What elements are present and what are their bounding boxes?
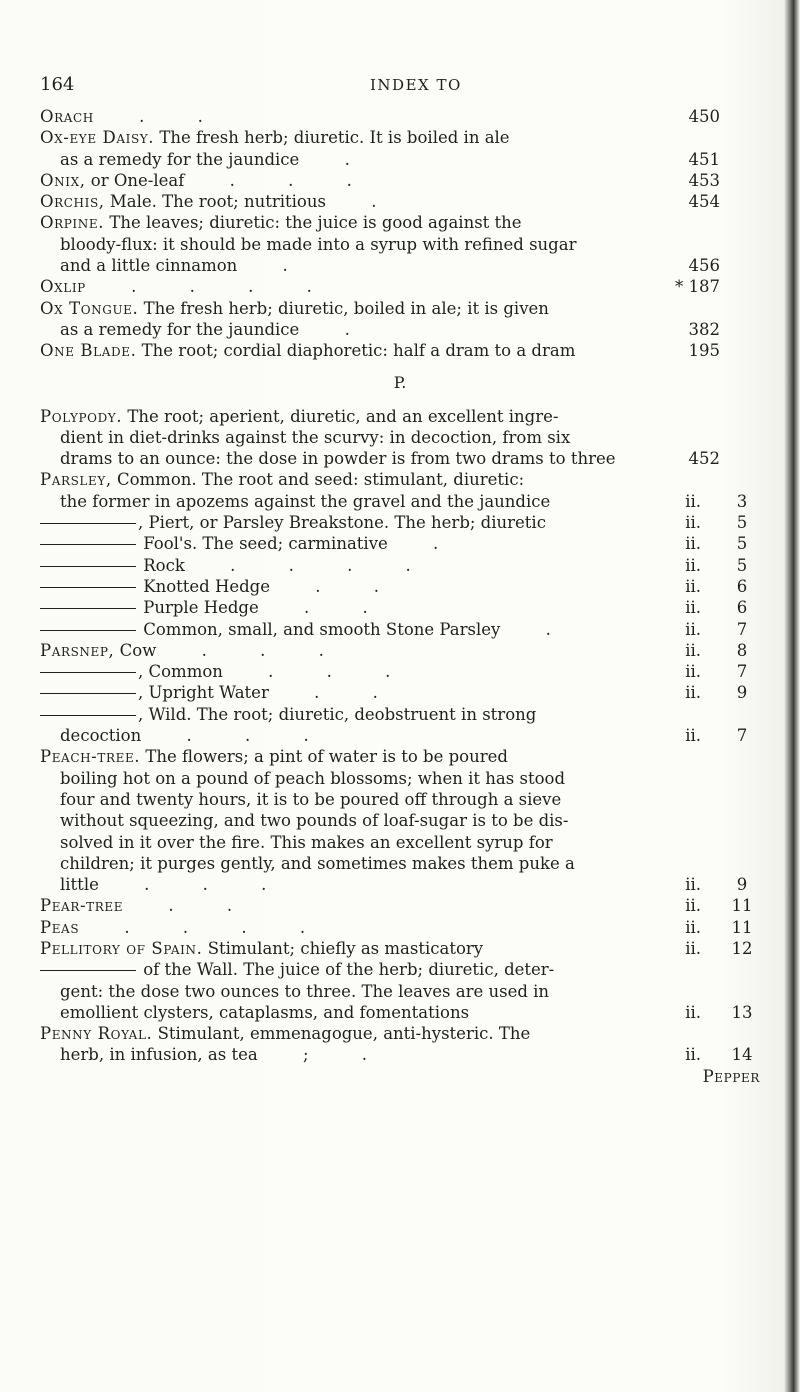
entry-text (60, 149, 374, 170)
entry-headword: Ox-eye Daisy. (40, 128, 155, 148)
index-line (40, 853, 760, 874)
entry-text (40, 533, 462, 554)
entry-text (40, 895, 256, 916)
index-line (40, 704, 760, 725)
leader-dots: . . . . (95, 917, 330, 937)
entry-headword: Peach-tree. (40, 747, 141, 767)
leader-dots: . . . (172, 640, 348, 660)
entry-continuation: children; it purges gently, and sometimes makes them puke a (60, 853, 575, 873)
ditto-rule (40, 566, 136, 567)
entry-text (40, 704, 536, 725)
entry-text (40, 746, 508, 767)
volume-reference: ii. (685, 726, 701, 746)
leader-dots: . . . (238, 662, 415, 682)
entry-text (40, 212, 522, 233)
entry-headword: Ox Tongue. (40, 298, 139, 318)
entry-description: The root; aperient, diuretic, and an excellent ingre- (122, 406, 559, 426)
index-line (40, 406, 760, 427)
entry-continuation: emollient clysters, cataplasms, and fomentations (60, 1002, 470, 1022)
entry-text (60, 853, 575, 874)
volume-reference: ii. (685, 513, 701, 533)
volume-reference: ii. (685, 1002, 701, 1022)
entry-headword: Peas (40, 917, 80, 937)
entry-description: , Piert, or Parsley Breakstone. The herb; diuretic (138, 513, 546, 533)
entry-text (60, 789, 561, 810)
entry-text (60, 810, 568, 831)
catchword-line (40, 1066, 760, 1087)
entry-text (40, 597, 392, 618)
leader-dots: . (403, 534, 463, 554)
page-reference: * 187 (675, 277, 720, 297)
entry-description: , Wild. The root; diuretic, deobstruent in strong (138, 704, 537, 724)
entry-text (40, 640, 348, 661)
entry-text (40, 555, 435, 576)
entry-description: Male. The root; nutritious (104, 192, 326, 212)
page-reference: 5 (736, 513, 748, 533)
index-line (40, 427, 760, 448)
volume-reference: ii. (685, 1045, 701, 1065)
entry-text (60, 832, 553, 853)
entry-description: , Upright Water (138, 683, 269, 703)
entry-continuation: dient in diet-drinks against the scurvy: in decoction, from six (60, 427, 571, 447)
entry-description: Fool's. The seed; carminative (138, 534, 388, 554)
leader-dots: . . (139, 896, 257, 916)
entry-continuation: bloody-flux: it should be made into a syrup with refined sugar (60, 234, 577, 254)
entry-text (40, 406, 558, 427)
page-reference: 5 (736, 534, 748, 554)
entry-headword: Parsnep, (40, 640, 115, 660)
index-line (40, 981, 760, 1002)
page-reference: 12 (731, 938, 753, 958)
leader-dots: . . (286, 576, 403, 596)
index-line (40, 895, 760, 916)
entry-text (40, 682, 402, 703)
page-reference: 8 (736, 640, 748, 660)
leader-dots: . . . . (200, 555, 435, 575)
leader-dots: . . . (114, 875, 291, 895)
index-line (40, 917, 760, 938)
entry-description: Common, small, and smooth Stone Parsley (138, 619, 501, 639)
index-line (40, 810, 760, 831)
entry-continuation: as a remedy for the jaundice (60, 319, 300, 339)
volume-reference: ii. (685, 576, 701, 596)
volume-reference: ii. (685, 917, 701, 937)
leader-dots: ; . (273, 1045, 391, 1065)
index-line (40, 319, 760, 340)
entry-description: The fresh herb; diuretic. It is boiled in ale (154, 128, 510, 148)
entry-headword: One Blade. (40, 341, 137, 361)
page-reference: 6 (736, 576, 748, 596)
index-line (40, 619, 760, 640)
volume-reference: ii. (685, 598, 701, 618)
entry-headword: Onix, (40, 170, 86, 190)
entry-headword: Penny Royal. (40, 1024, 153, 1044)
leader-dots: . . (284, 683, 402, 703)
entry-continuation: gent: the dose two ounces to three. The leaves are used in (60, 981, 550, 1001)
ditto-rule (40, 630, 136, 631)
entry-text (60, 725, 333, 746)
index-line (40, 682, 760, 703)
entry-continuation: without squeezing, and two pounds of loaf-sugar is to be dis- (60, 811, 569, 831)
index-line (40, 127, 760, 148)
entry-text (60, 874, 290, 895)
entry-text (40, 959, 554, 980)
volume-reference: ii. (685, 896, 701, 916)
page-reference: 195 (688, 341, 720, 361)
letter-heading-p: P. (393, 372, 407, 392)
index-line (40, 959, 760, 980)
entry-headword: Orach (40, 107, 94, 126)
page-reference: 7 (736, 726, 748, 746)
entry-continuation: solved in it over the fire. This makes an excellent syrup for (60, 832, 553, 852)
entry-description: Cow (114, 640, 157, 660)
volume-reference: ii. (685, 875, 701, 895)
ditto-rule (40, 672, 136, 673)
index-line (40, 234, 760, 255)
volume-reference: ii. (685, 491, 701, 511)
page-reference: 9 (736, 875, 748, 895)
entry-text (40, 917, 329, 938)
page-reference: 11 (731, 896, 753, 916)
index-line (40, 448, 760, 469)
entry-text (60, 768, 565, 789)
volume-reference: ii. (685, 619, 701, 639)
ditto-rule (40, 523, 136, 524)
index-line (40, 340, 760, 361)
entry-text (60, 427, 570, 448)
entry-description: Rock (138, 555, 185, 575)
index-line (40, 725, 760, 746)
index-line (40, 106, 760, 127)
index-line (40, 768, 760, 789)
leader-dots: . . (109, 107, 227, 126)
index-line (40, 1002, 760, 1023)
entry-text (60, 234, 576, 255)
leader-dots: . (516, 619, 575, 639)
entry-continuation: the former in apozems against the gravel and the jaundice (60, 491, 551, 511)
page-reference: 9 (736, 683, 748, 703)
ditto-rule (40, 544, 136, 545)
entry-headword: Pear-tree (40, 896, 124, 916)
leader-dots: . (315, 149, 374, 169)
entry-continuation: little (60, 875, 99, 895)
entry-text (40, 127, 510, 148)
volume-reference: ii. (685, 555, 701, 575)
index-line (40, 746, 760, 767)
entry-text (40, 661, 414, 682)
ditto-rule (40, 970, 136, 971)
volume-reference: ii. (685, 683, 701, 703)
entry-text (40, 170, 376, 191)
index-content (40, 106, 760, 1087)
entry-text (60, 1044, 391, 1065)
entry-text (40, 340, 575, 361)
entry-text (60, 981, 549, 1002)
leader-dots: . . (274, 598, 392, 618)
index-line (40, 555, 760, 576)
entry-text (60, 448, 616, 469)
entry-text (40, 1023, 530, 1044)
entry-description: The leaves; diuretic: the juice is good against the (104, 213, 522, 233)
index-line (40, 576, 760, 597)
page-reference: 453 (688, 170, 720, 190)
entry-continuation: decoction (60, 726, 142, 746)
volume-reference: ii. (685, 662, 701, 682)
entry-headword: Orpine. (40, 213, 105, 233)
entry-description: The fresh herb; diuretic, boiled in ale; it is given (138, 298, 549, 318)
page-reference: 452 (688, 449, 720, 469)
index-line (40, 640, 760, 661)
ditto-rule (40, 608, 136, 609)
entry-headword: Oxlip (40, 277, 86, 297)
section-o-entries (40, 106, 760, 362)
index-line (40, 512, 760, 533)
entry-description: or One-leaf (85, 170, 185, 190)
index-line (40, 1023, 760, 1044)
entry-text (60, 255, 312, 276)
entry-headword: Polypody. (40, 406, 123, 426)
leader-dots: . (315, 319, 374, 339)
entry-description: The root; cordial diaphoretic: half a dram to a dram (136, 341, 576, 361)
entry-continuation: and a little cinnamon (60, 256, 238, 276)
index-line (40, 789, 760, 810)
entry-description: Stimulant, emmenagogue, anti-hysteric. The (152, 1024, 531, 1044)
index-line (40, 1044, 760, 1065)
entry-text (40, 276, 336, 297)
leader-dots: . . . . (101, 277, 336, 297)
section-p-entries (40, 406, 760, 1066)
catchword: Pepper (702, 1066, 760, 1086)
entry-text (60, 1002, 469, 1023)
page-reference: 13 (731, 1002, 753, 1022)
page-reference: 14 (731, 1045, 753, 1065)
entry-text (60, 491, 550, 512)
entry-text (60, 319, 374, 340)
index-line (40, 874, 760, 895)
index-line (40, 661, 760, 682)
volume-reference: ii. (685, 640, 701, 660)
ditto-rule (40, 693, 136, 694)
page-reference: 6 (736, 598, 748, 618)
page-reference: 7 (736, 619, 748, 639)
index-line (40, 191, 760, 212)
entry-text (40, 938, 483, 959)
leader-dots: . (341, 192, 401, 212)
index-line (40, 832, 760, 853)
index-line (40, 298, 760, 319)
entry-text (40, 191, 400, 212)
index-line (40, 276, 760, 297)
volume-reference: ii. (685, 938, 701, 958)
volume-reference: ii. (685, 534, 701, 554)
entry-text (40, 512, 546, 533)
ditto-rule (40, 587, 136, 588)
index-line (40, 149, 760, 170)
index-line (40, 469, 760, 490)
index-line (40, 938, 760, 959)
entry-continuation: as a remedy for the jaundice (60, 149, 300, 169)
page-reference: 3 (736, 491, 748, 511)
entry-text (40, 576, 403, 597)
page-reference: 7 (736, 662, 748, 682)
entry-headword: Pellitory of Spain. (40, 938, 203, 958)
entry-continuation: herb, in infusion, as tea (60, 1045, 258, 1065)
entry-text (40, 106, 227, 127)
entry-text (40, 619, 575, 640)
entry-description: Stimulant; chiefly as masticatory (202, 938, 484, 958)
entry-continuation: four and twenty hours, it is to be poured off through a sieve (60, 789, 562, 809)
entry-description: The flowers; a pint of water is to be poured (140, 747, 508, 767)
entry-description: , Common (138, 662, 223, 682)
index-line (40, 255, 760, 276)
page-reference: 382 (688, 319, 720, 339)
leader-dots: . . . (157, 726, 333, 746)
page-number: 164 (40, 74, 75, 95)
entry-text (40, 469, 524, 490)
index-line (40, 212, 760, 233)
ditto-rule (40, 715, 136, 716)
running-title: INDEX TO (370, 76, 462, 94)
index-line (40, 170, 760, 191)
leader-dots: . (253, 256, 312, 276)
entry-text (40, 298, 549, 319)
entry-headword: Parsley, (40, 470, 112, 490)
entry-continuation: drams to an ounce: the dose in powder is from two drams to three (60, 449, 616, 469)
entry-headword: Orchis, (40, 192, 105, 212)
entry-continuation: boiling hot on a pound of peach blossoms; when it has stood (60, 768, 566, 788)
page-reference: 456 (688, 256, 720, 276)
entry-description: Purple Hedge (138, 598, 259, 618)
entry-description: Knotted Hedge (138, 576, 271, 596)
page-reference: 5 (736, 555, 748, 575)
index-line (40, 491, 760, 512)
page-reference: 451 (688, 149, 720, 169)
page-reference: 454 (688, 192, 720, 212)
index-line (40, 597, 760, 618)
entry-description: of the Wall. The juice of the herb; diuretic, deter- (138, 960, 555, 980)
leader-dots: . . . (200, 170, 376, 190)
entry-description: Common. The root and seed: stimulant, diuretic: (111, 470, 525, 490)
page-reference: 450 (688, 107, 720, 126)
running-header (40, 74, 760, 102)
page-reference: 11 (731, 917, 753, 937)
index-line (40, 533, 760, 554)
